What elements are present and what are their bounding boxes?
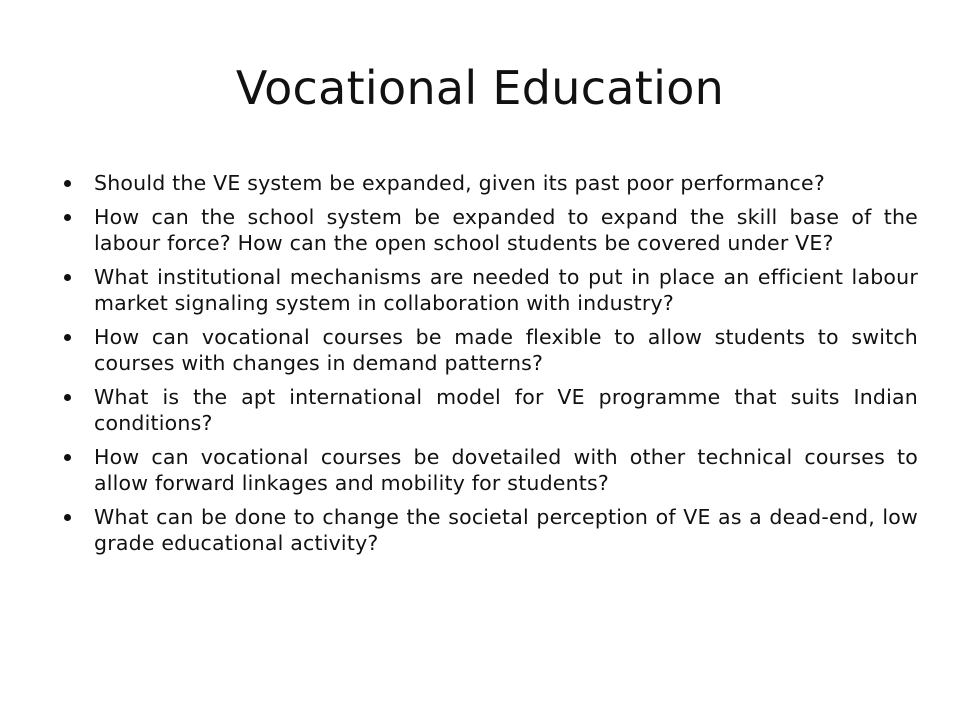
bullet-item xyxy=(60,504,918,557)
bullet-point-icon xyxy=(64,454,71,461)
bullet-text: How can vocational courses be made flexible to allow students to switch courses with changes in demand patterns? xyxy=(94,324,918,375)
slide-title: Vocational Education xyxy=(235,61,725,115)
bullet-item xyxy=(60,384,918,437)
bullet-point-icon xyxy=(64,274,71,281)
bullet-item xyxy=(60,264,918,317)
bullet-text: What institutional mechanisms are needed to put in place an efficient labour market signaling system in collaboration with industry? xyxy=(94,264,918,315)
bullet-text: What is the apt international model for VE programme that suits Indian conditions? xyxy=(94,384,918,435)
bullet-point-icon xyxy=(64,180,71,187)
bullet-point-icon xyxy=(64,514,71,521)
bullet-text: How can the school system be expanded to expand the skill base of the labour force? How can the open school students be covered under VE? xyxy=(94,204,918,255)
bullet-text: What can be done to change the societal perception of VE as a dead-end, low grade educational activity? xyxy=(94,504,918,555)
bullet-text: Should the VE system be expanded, given its past poor performance? xyxy=(94,171,825,195)
bullet-point-icon xyxy=(64,334,71,341)
bullet-item xyxy=(60,444,918,497)
bullet-text: How can vocational courses be dovetailed with other technical courses to allow forward linkages and mobility for students? xyxy=(94,444,918,495)
bullet-list xyxy=(60,170,918,564)
bullet-point-icon xyxy=(64,214,71,221)
bullet-item xyxy=(60,324,918,377)
bullet-item xyxy=(60,170,918,197)
bullet-item xyxy=(60,204,918,257)
bullet-point-icon xyxy=(64,394,71,401)
